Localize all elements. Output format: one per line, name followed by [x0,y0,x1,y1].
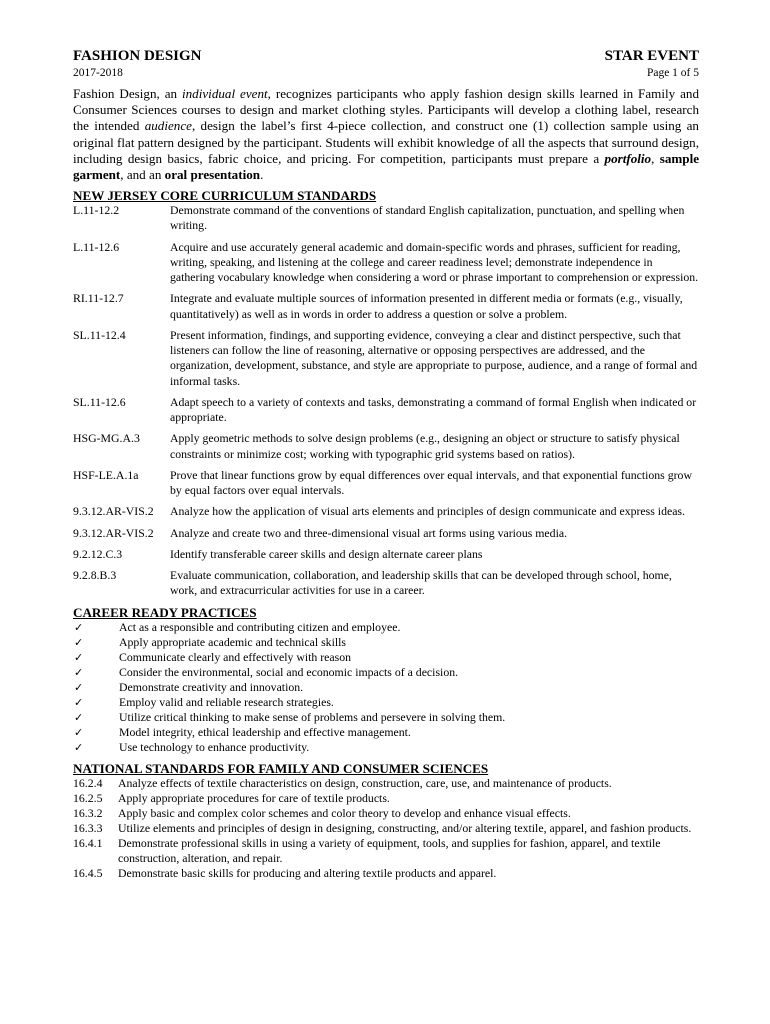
standard-code: 9.3.12.AR-VIS.2 [73,525,154,540]
national-standard-item [73,791,699,806]
intro-text: , and an [120,167,165,183]
national-standard-code: 16.2.5 [73,790,103,805]
standard-code: L.11-12.2 [73,203,120,218]
career-practice-item [73,710,699,725]
intro-emphasis-garment: sample garment [73,150,700,183]
document-page [73,48,699,881]
checkmark-icon: ✓ [74,740,84,754]
intro-emphasis-presentation: oral presentation [164,167,261,183]
checkmark-icon: ✓ [74,650,84,664]
checkmark-icon: ✓ [74,680,84,694]
national-standard-text: Utilize elements and principles of design in designing, constructing, and/or altering textile, apparel, and fashion products. [118,821,692,835]
standard-code: 9.2.8.B.3 [73,568,117,583]
nj-standards-list [73,203,699,598]
school-year: 2017-2018 [73,67,123,79]
national-standard-text: Analyze effects of textile characteristics on design, construction, care, use, and maintenance of products. [118,775,612,790]
checkmark-icon: ✓ [74,665,84,679]
career-practice-item [73,665,699,680]
national-standard-code: 16.4.1 [73,836,103,851]
intro-text: , recognizes participants who apply fashion design skills learned in Family and Consumer Sciences courses to design and market clothing styles. Participants will develop a clothing label, research the intended [73,86,699,134]
career-practice-item [73,725,699,740]
standard-code: 9.3.12.AR-VIS.2 [73,504,154,519]
standard-code: SL.11-12.6 [73,394,126,409]
career-practices-heading: CAREER READY PRACTICES [73,604,257,620]
standard-code: SL.11-12.4 [73,327,126,342]
career-practice-text: Communicate clearly and effectively with reason [119,649,352,664]
event-type: STAR EVENT [604,48,699,64]
checkmark-icon: ✓ [74,725,84,739]
subheader-row [73,66,699,81]
standard-text: Acquire and use accurately general academic and domain-specific words and phrases, sufficient for reading, writing, speaking, and listening at the college and career readiness level; demonstrate independence in gathering vocabulary knowledge when considering a word or phrase important to comprehension or expression. [170,239,699,285]
standard-item [73,203,699,233]
standard-text: Integrate and evaluate multiple sources of information presented in different media or formats (e.g., visually, quantitatively) as well as in words in order to address a question or solve a problem. [170,291,683,321]
career-practice-text: Act as a responsible and contributing citizen and employee. [119,619,401,634]
career-practice-text: Apply appropriate academic and technical skills [119,634,347,649]
standard-item [73,395,699,425]
intro-text: , [651,150,660,166]
national-standard-code: 16.3.3 [73,821,103,835]
career-practice-item [73,695,699,710]
checkmark-icon: ✓ [74,635,84,649]
career-practice-text: Model integrity, ethical leadership and effective management. [119,724,411,739]
standard-item [73,291,699,321]
page-number: Page 1 of 5 [646,67,699,79]
intro-text: Fashion Design, an [73,86,182,101]
national-standards-heading: NATIONAL STANDARDS FOR FAMILY AND CONSUMER SCIENCES [73,760,489,776]
header-row [73,48,699,65]
nj-standards-heading: NEW JERSEY CORE CURRICULUM STANDARDS [73,188,377,204]
national-standard-text: Demonstrate professional skills in using a variety of equipment, tools, and supplies for fashion, apparel, and textile construction, alteration, and repair. [118,836,661,866]
national-standard-code: 16.3.2 [73,805,103,820]
intro-emphasis-event: individual event [182,86,268,101]
document-title: FASHION DESIGN [73,48,202,64]
standard-text: Analyze and create two and three-dimensional visual art forms using various media. [170,525,568,540]
career-practices-list [73,620,699,755]
standard-text: Demonstrate command of the conventions of standard English capitalization, punctuation, and spelling when writing. [170,203,685,233]
standard-text: Identify transferable career skills and design alternate career plans [170,546,483,561]
intro-emphasis-portfolio: portfolio [604,150,652,166]
career-practice-item [73,650,699,665]
national-standard-text: Apply basic and complex color schemes and color theory to develop and enhance visual effects. [118,805,571,820]
standard-code: HSF-LE.A.1a [73,467,139,482]
national-standard-item [73,776,699,791]
career-practice-item [73,620,699,635]
standard-text: Apply geometric methods to solve design problems (e.g., designing an object or structure to satisfy physical constraints or minimize cost; working with typographic grid systems based on ratios). [170,431,680,461]
national-standard-code: 16.4.5 [73,866,103,881]
standard-code: HSG-MG.A.3 [73,431,140,446]
standard-code: L.11-12.6 [73,239,120,254]
national-standard-text: Demonstrate basic skills for producing and altering textile products and apparel. [118,866,497,881]
career-practice-text: Employ valid and reliable research strategies. [119,694,334,709]
intro-paragraph [73,86,699,183]
career-practice-item [73,635,699,650]
career-practice-text: Consider the environmental, social and economic impacts of a decision. [119,664,459,679]
checkmark-icon: ✓ [74,695,84,709]
standard-code: 9.2.12.C.3 [73,546,123,561]
standard-item [73,431,699,461]
standard-item [73,468,699,498]
national-standard-item [73,866,699,881]
standard-item [73,568,699,598]
career-practice-text: Utilize critical thinking to make sense of problems and persevere in solving them. [119,709,506,724]
standard-text: Adapt speech to a variety of contexts and tasks, demonstrating a command of formal English when indicated or appropriate. [170,394,697,425]
intro-emphasis-audience: audience [144,118,192,134]
standard-item [73,240,699,286]
national-standard-code: 16.2.4 [73,775,103,790]
national-standards-list [73,776,699,882]
standard-item [73,328,699,389]
national-standard-text: Apply appropriate procedures for care of textile products. [118,790,390,805]
standard-code: RI.11-12.7 [73,291,124,306]
standard-text: Evaluate communication, collaboration, and leadership skills that can be developed through school, home, work, and extracurricular activities for use in a career. [170,568,672,598]
standard-text: Analyze how the application of visual arts elements and principles of design communicate and express ideas. [170,504,685,519]
career-practice-item [73,680,699,695]
career-practice-text: Use technology to enhance productivity. [119,739,310,754]
standard-item [73,504,699,519]
intro-text: . [260,167,264,183]
career-practice-text: Demonstrate creativity and innovation. [119,679,304,694]
career-practice-item [73,740,699,755]
checkmark-icon: ✓ [74,620,84,634]
standard-text: Prove that linear functions grow by equal differences over equal intervals, and that exponential functions grow by equal factors over equal intervals. [170,467,692,498]
standard-item [73,526,699,541]
intro-text: , design the label’s first 4-piece collection, and construct one (1) collection sample using an original flat pattern designed by the participant. Students will exhibit knowledge of all the aspects that surround design, including design basics, fabric choice, and pricing. For competition, participants must prepare a [73,118,699,166]
standard-item [73,547,699,562]
standard-text: Present information, findings, and supporting evidence, conveying a clear and distinct perspective, such that listeners can follow the line of reasoning, alternative or opposing perspectives are addressed, and the organization, development, substance, and style are appropriate to purpose, audience, and a range of formal and informal tasks. [170,327,698,388]
national-standard-item [73,806,699,821]
national-standard-item [73,836,699,866]
checkmark-icon: ✓ [74,710,84,724]
national-standard-item [73,821,699,836]
